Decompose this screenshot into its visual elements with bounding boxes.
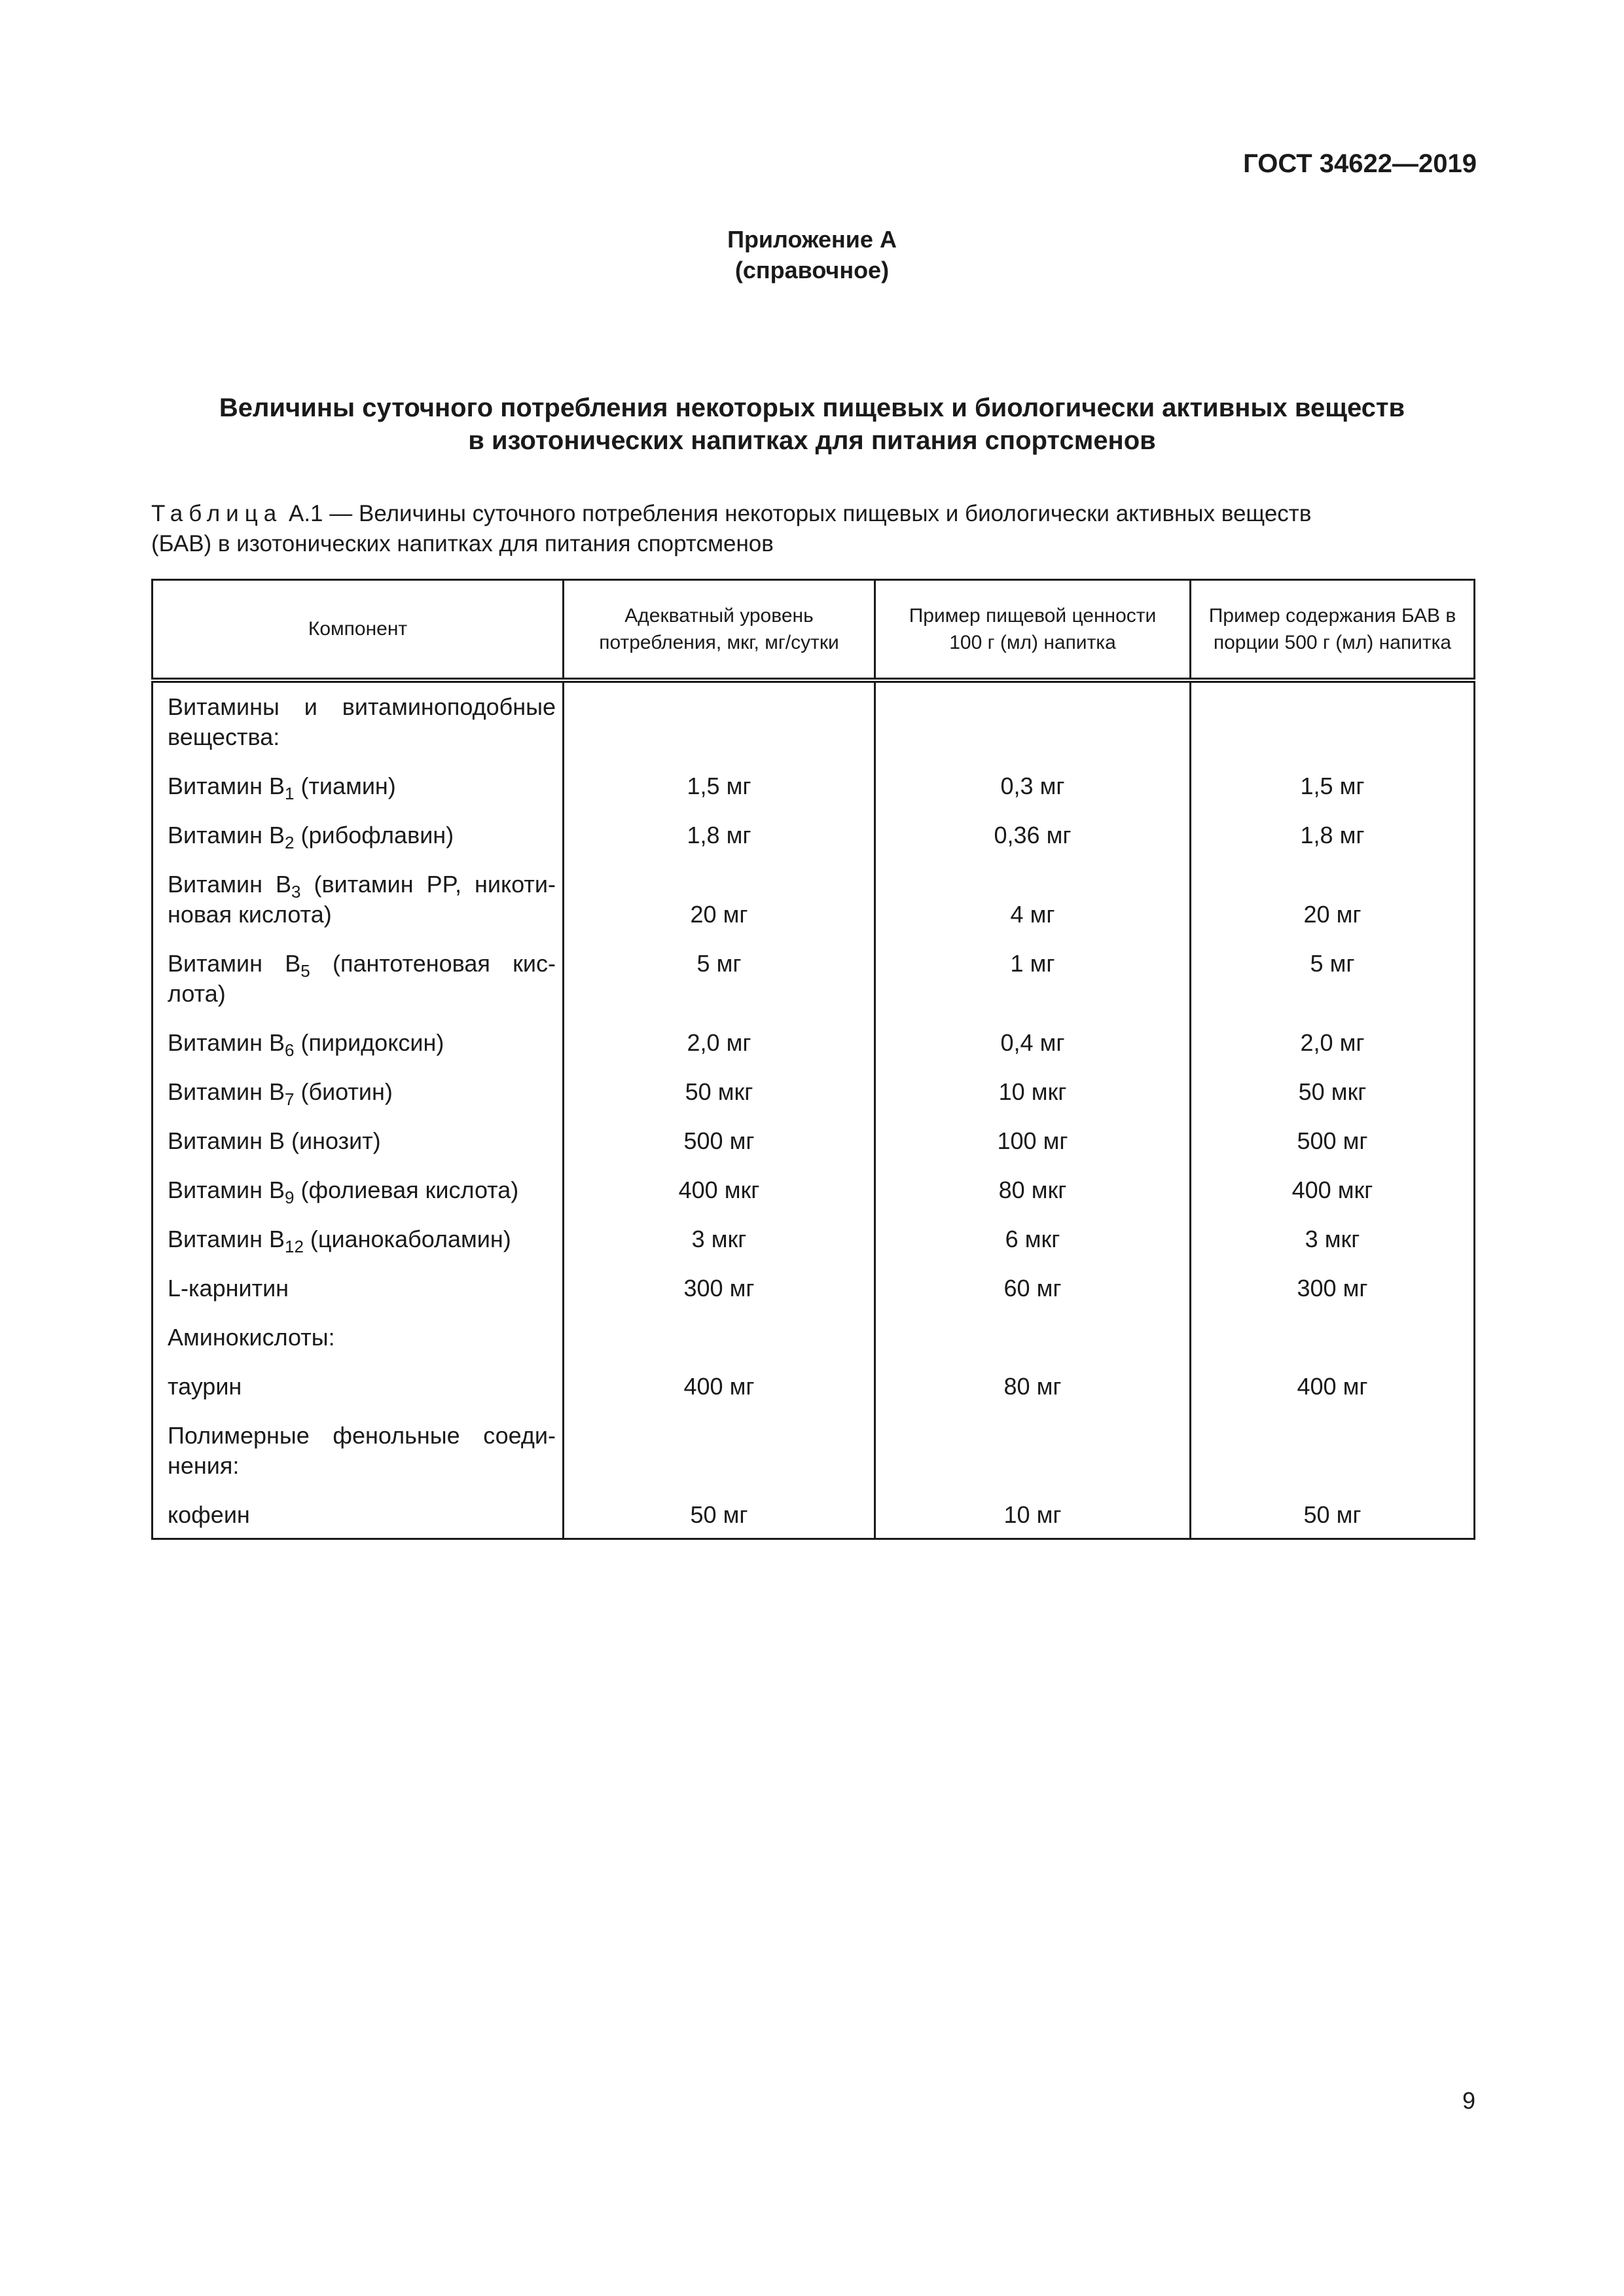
nutrient-table bbox=[151, 579, 1475, 1540]
per-500-cell: 50 мкг bbox=[1191, 1077, 1475, 1126]
per-100-cell: 60 мг bbox=[875, 1273, 1191, 1322]
adequate-level-cell bbox=[564, 680, 875, 771]
table-caption-label: Таблица bbox=[151, 501, 283, 526]
per-500-cell bbox=[1191, 1421, 1475, 1500]
document-code: ГОСТ 34622—2019 bbox=[1243, 149, 1477, 178]
table-row bbox=[153, 1175, 1475, 1224]
per-100-cell: 1 мг bbox=[875, 949, 1191, 1028]
table-caption-text-1: Величины суточного потребления некоторых пищевых и биологически активных веществ bbox=[358, 501, 1312, 526]
per-100-cell: 0,36 мг bbox=[875, 820, 1191, 869]
nutrient-table-container bbox=[151, 579, 1473, 1540]
column-header-per-100: Пример пищевой ценности 100 г (мл) напитка bbox=[875, 580, 1191, 681]
adequate-level-cell: 400 мкг bbox=[564, 1175, 875, 1224]
table-caption-text-2: (БАВ) в изотонических напитках для питания спортсменов bbox=[151, 530, 774, 556]
per-500-cell bbox=[1191, 680, 1475, 771]
adequate-level-cell bbox=[564, 1322, 875, 1372]
component-cell: Витамин $B_5$ (пантотеновая кис-лота) bbox=[153, 949, 564, 1028]
column-header-per-500: Пример содержания БАВ в порции 500 г (мл) напитка bbox=[1191, 580, 1475, 681]
adequate-level-cell: 2,0 мг bbox=[564, 1028, 875, 1077]
component-cell: Витамин $B_3$ (витамин PP, никоти-новая кислота) bbox=[153, 869, 564, 949]
component-cell: таурин bbox=[153, 1372, 564, 1421]
table-row bbox=[153, 1322, 1475, 1372]
per-100-cell: 10 мг bbox=[875, 1500, 1191, 1539]
component-cell: Аминокислоты: bbox=[153, 1322, 564, 1372]
per-100-cell: 0,4 мг bbox=[875, 1028, 1191, 1077]
column-header-adequate-level: Адекватный уровень потребления, мкг, мг/сутки bbox=[564, 580, 875, 681]
component-cell: L-карнитин bbox=[153, 1273, 564, 1322]
page-title bbox=[0, 392, 1624, 457]
per-100-cell bbox=[875, 680, 1191, 771]
table-row bbox=[153, 1500, 1475, 1539]
table-row bbox=[153, 1077, 1475, 1126]
table-row bbox=[153, 820, 1475, 869]
per-500-cell bbox=[1191, 1322, 1475, 1372]
component-cell: Витамин B (инозит) bbox=[153, 1126, 564, 1175]
per-100-cell: 10 мкг bbox=[875, 1077, 1191, 1126]
adequate-level-cell: 20 мг bbox=[564, 869, 875, 949]
table-row bbox=[153, 869, 1475, 949]
table-header-row bbox=[153, 580, 1475, 681]
component-cell: кофеин bbox=[153, 1500, 564, 1539]
component-cell: Витамин $B_{12}$ (цианокаболамин) bbox=[153, 1224, 564, 1273]
table-row bbox=[153, 1421, 1475, 1500]
adequate-level-cell: 300 мг bbox=[564, 1273, 875, 1322]
per-100-cell: 4 мг bbox=[875, 869, 1191, 949]
appendix-kind: (справочное) bbox=[734, 256, 890, 283]
table-row bbox=[153, 1028, 1475, 1077]
per-100-cell: 0,3 мг bbox=[875, 771, 1191, 820]
per-500-cell: 2,0 мг bbox=[1191, 1028, 1475, 1077]
component-cell: Витамин $B_6$ (пиридоксин) bbox=[153, 1028, 564, 1077]
per-500-cell: 400 мкг bbox=[1191, 1175, 1475, 1224]
per-500-cell: 1,8 мг bbox=[1191, 820, 1475, 869]
table-row bbox=[153, 1126, 1475, 1175]
component-cell: Витамины и витаминоподобные вещества: bbox=[153, 680, 564, 771]
adequate-level-cell: 50 мг bbox=[564, 1500, 875, 1539]
adequate-level-cell: 50 мкг bbox=[564, 1077, 875, 1126]
per-500-cell: 1,5 мг bbox=[1191, 771, 1475, 820]
table-row bbox=[153, 1224, 1475, 1273]
adequate-level-cell: 3 мкг bbox=[564, 1224, 875, 1273]
appendix-title: Приложение А bbox=[727, 226, 897, 253]
component-cell: Витамин $B_2$ (рибофлавин) bbox=[153, 820, 564, 869]
per-500-cell: 20 мг bbox=[1191, 869, 1475, 949]
page-title-line-1: Величины суточного потребления некоторых пищевых и биологически активных веществ bbox=[219, 393, 1405, 422]
table-row bbox=[153, 1273, 1475, 1322]
adequate-level-cell: 1,5 мг bbox=[564, 771, 875, 820]
per-500-cell: 500 мг bbox=[1191, 1126, 1475, 1175]
per-100-cell: 80 мкг bbox=[875, 1175, 1191, 1224]
adequate-level-cell: 1,8 мг bbox=[564, 820, 875, 869]
adequate-level-cell bbox=[564, 1421, 875, 1500]
per-500-cell: 5 мг bbox=[1191, 949, 1475, 1028]
appendix-heading bbox=[0, 225, 1624, 286]
adequate-level-cell: 400 мг bbox=[564, 1372, 875, 1421]
component-cell: Витамин $B_9$ (фолиевая кислота) bbox=[153, 1175, 564, 1224]
per-100-cell bbox=[875, 1421, 1191, 1500]
table-caption bbox=[151, 499, 1473, 558]
per-100-cell: 80 мг bbox=[875, 1372, 1191, 1421]
table-row bbox=[153, 680, 1475, 771]
adequate-level-cell: 500 мг bbox=[564, 1126, 875, 1175]
per-500-cell: 50 мг bbox=[1191, 1500, 1475, 1539]
per-500-cell: 400 мг bbox=[1191, 1372, 1475, 1421]
adequate-level-cell: 5 мг bbox=[564, 949, 875, 1028]
page-number: 9 bbox=[1462, 2087, 1475, 2114]
page-title-line-2: в изотонических напитках для питания спортсменов bbox=[468, 426, 1156, 455]
component-cell: Витамин $B_1$ (тиамин) bbox=[153, 771, 564, 820]
table-caption-number: А.1 — bbox=[288, 501, 353, 526]
per-500-cell: 300 мг bbox=[1191, 1273, 1475, 1322]
table-row bbox=[153, 771, 1475, 820]
per-100-cell bbox=[875, 1322, 1191, 1372]
table-row bbox=[153, 949, 1475, 1028]
per-500-cell: 3 мкг bbox=[1191, 1224, 1475, 1273]
column-header-component: Компонент bbox=[153, 580, 564, 681]
table-row bbox=[153, 1372, 1475, 1421]
per-100-cell: 6 мкг bbox=[875, 1224, 1191, 1273]
component-cell: Полимерные фенольные соеди-нения: bbox=[153, 1421, 564, 1500]
component-cell: Витамин $B_7$ (биотин) bbox=[153, 1077, 564, 1126]
per-100-cell: 100 мг bbox=[875, 1126, 1191, 1175]
